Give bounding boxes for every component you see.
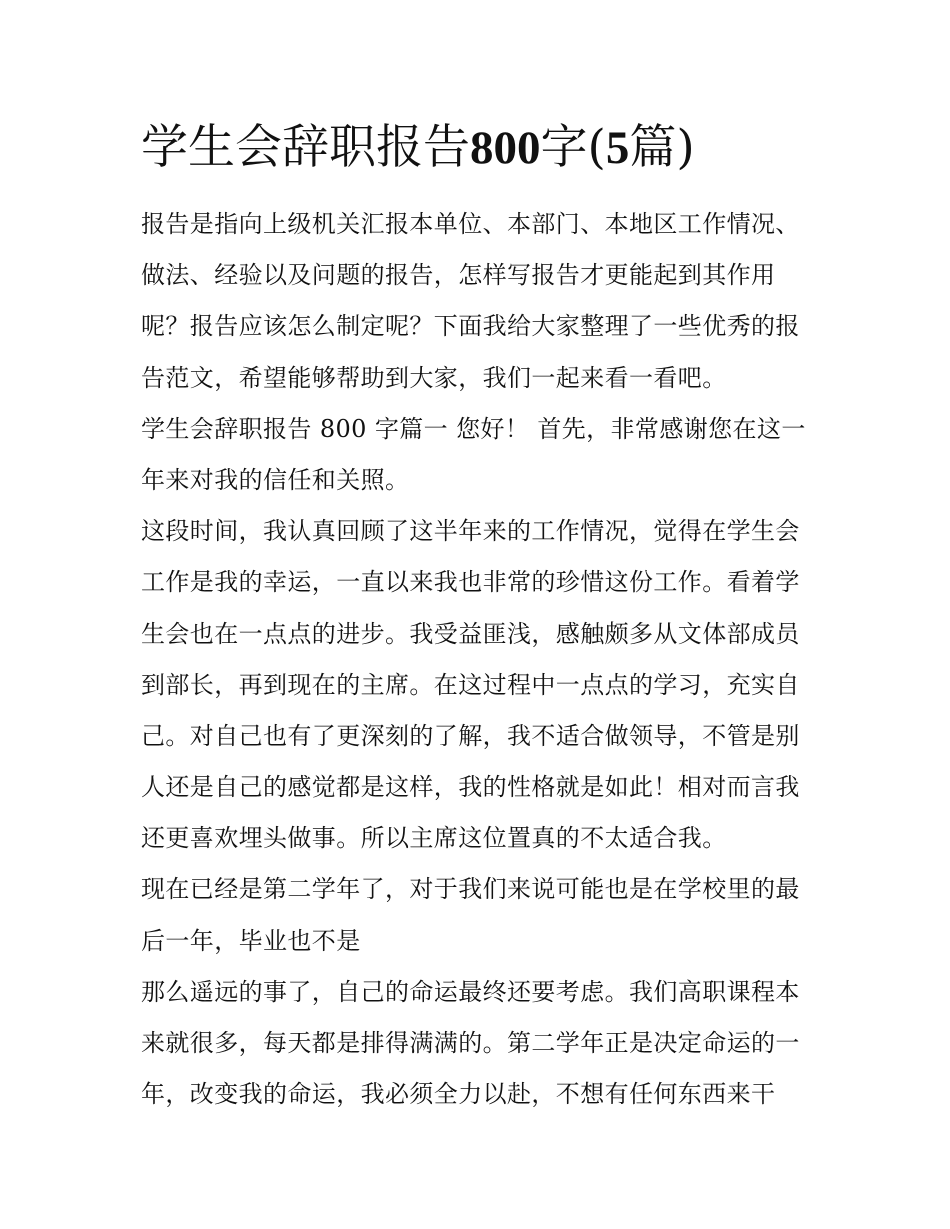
text-line: 来就很多，每天都是排得满满的。第二学年正是决定命运的一 <box>141 1029 800 1057</box>
text-line: 还更喜欢埋头做事。所以主席这位置真的不太适合我。 <box>141 824 727 853</box>
text-line: 呢？报告应该怎么制定呢？下面我给大家整理了一些优秀的报 <box>141 312 800 341</box>
title-number: 800 <box>470 122 541 174</box>
title-suffix: 篇) <box>629 120 695 175</box>
text-line: 年，改变我的命运，我必须全力以赴，不想有任何东西来干 <box>141 1080 776 1109</box>
text-line: 告范文，希望能够帮助到大家，我们一起来看一看吧。 <box>141 363 727 392</box>
text-line: 工作是我的幸运，一直以来我也非常的珍惜这份工作。看着学 <box>141 568 800 597</box>
title-mid: 字( <box>540 120 606 175</box>
document-title <box>141 118 841 178</box>
text-line: 生会也在一点点的进步。我受益匪浅，感触颇多从文体部成员 <box>141 619 800 648</box>
document-body <box>141 199 821 1120</box>
text-line: 这段时间，我认真回顾了这半年来的工作情况，觉得在学生会 <box>141 517 800 546</box>
title-prefix: 学生会辞职报告 <box>141 120 470 175</box>
title-count: 5 <box>605 122 630 174</box>
text-line: 做法、经验以及问题的报告，怎样写报告才更能起到其作用 <box>141 261 776 290</box>
text-line: 报告是指向上级机关汇报本单位、本部门、本地区工作情况、 <box>141 210 800 238</box>
text-line: 己。对自己也有了更深刻的了解，我不适合做领导，不管是别 <box>141 721 800 750</box>
text-line: 到部长，再到现在的主席。在这过程中一点点的学习，充实自 <box>141 670 800 699</box>
text-line: 学生会辞职报告 800 字篇一 您好！ 首先，非常感谢您在这一 <box>141 414 806 443</box>
text-line: 那么遥远的事了，自己的命运最终还要考虑。我们高职课程本 <box>141 977 800 1006</box>
text-line: 后一年，毕业也不是 <box>141 926 361 955</box>
text-line: 现在已经是第二学年了，对于我们来说可能也是在学校里的最 <box>141 875 800 904</box>
text-line: 人还是自己的感觉都是这样，我的性格就是如此！相对而言我 <box>141 773 800 802</box>
text-line: 年来对我的信任和关照。 <box>141 465 410 494</box>
